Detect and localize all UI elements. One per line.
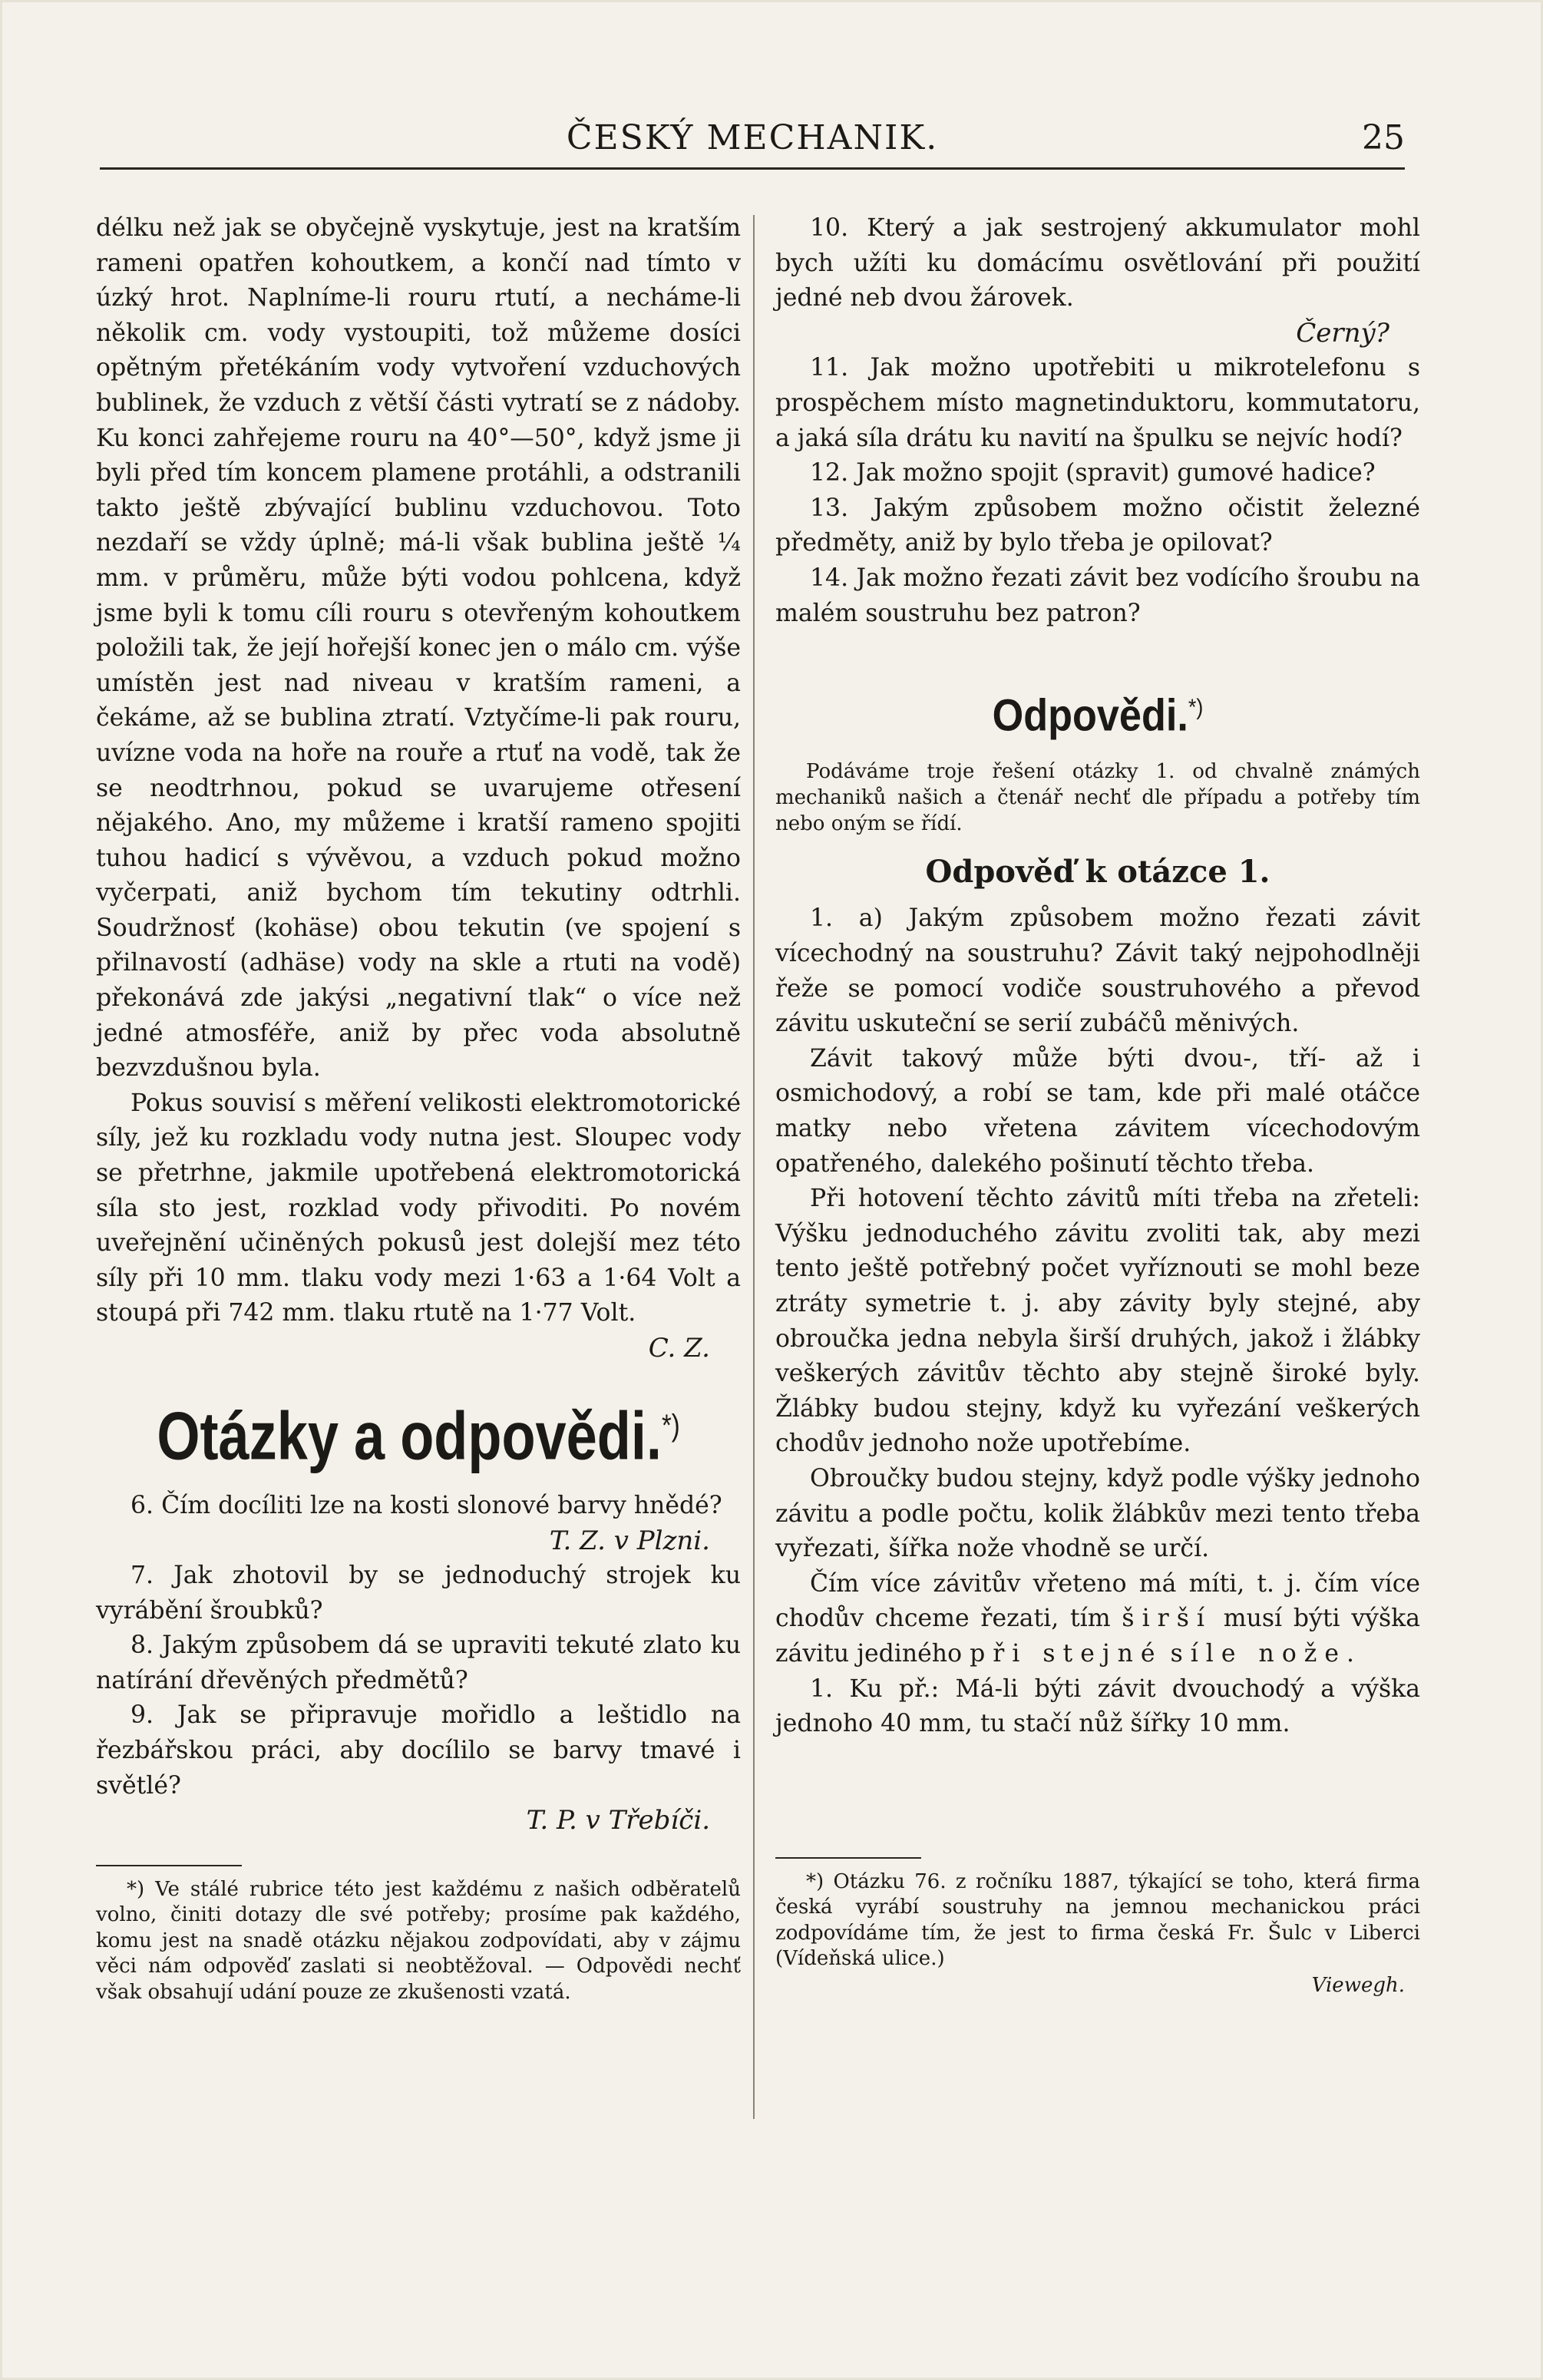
question-text: 8. Jakým způsobem dá se upraviti tekuté zlato ku natírání dřevěných předmětů? [96, 1631, 741, 1694]
page-header [100, 115, 1405, 169]
answer-paragraph [775, 1567, 1420, 1672]
header-rule [100, 167, 1405, 170]
question-text: 7. Jak zhotovil by se jednoduchý strojek ku vyrábění šroubků? [96, 1562, 741, 1625]
answer-emphasis: při stejné [970, 1639, 1163, 1668]
answers-title-text: Odpovědi. [992, 690, 1188, 741]
answer-heading: Odpověď k otázce 1. [925, 854, 1270, 891]
answer-paragraph: Při hotovení těchto závitů míti třeba na zřeteli: Výšku jednoduchého závitu zvoliti tak, aby mezi tento ještě potřebný počet vyříznouti se mohl beze ztráty symetrie t. j. aby závity byly stejné, aby obroučka jedna nebyla širší druhých, jakož i žlábky veškerých závitův těchto aby stejně široké byly. Žlábky budou stejny, když ku vyřezání veškerých chodův jednoho nože upotřebíme. [775, 1185, 1420, 1458]
question-text: 10. Který a jak sestrojený akkumulator mohl bych užíti ku domácímu osvětlování při použití jedné neb dvou žárovek. [775, 214, 1420, 312]
left-column [96, 211, 741, 2005]
article-paragraph: Pokus souvisí s měření velikosti elektromotorické síly, jež ku rozkladu vody nutna jest. Sloupec vody se přetrhne, jakmile upotřebená elektromotorická síla sto jest, rozklad vody přivoditi. Po novém uveřejnění učiněných pokusů jest dolejší mez této síly při 10 mm. tlaku vody mezi 1·63 a 1·64 Volt a stoupá při 742 mm. tlaku rtutě na 1·77 Volt. [96, 1089, 741, 1327]
footnote-rule [96, 1865, 242, 1866]
right-column [775, 211, 1420, 1998]
question-text: 6. Čím docíliti lze na kosti slonové barvy hnědé? [131, 1491, 722, 1519]
answer-emphasis: širší [1122, 1605, 1212, 1633]
article-paragraph: délku než jak se obyčejně vyskytuje, jest na kratším rameni opatřen kohoutkem, a končí nad tímto v úzký hrot. Naplníme-li rouru rtutí, a necháme-li několik cm. vody vystoupiti, tož můžeme dosíci opětným přetékáním vody vytvoření vzduchových bublinek, že vzduch z větší části vytratí se z nádoby. Ku konci zahřejeme rouru na 40°—50°, když jsme ji byli před tím koncem plamene protáhli, a odstranili takto ještě zbývající bublinu vzduchovou. Toto nezdaří se vždy úplně; má-li však bublina ještě ¼ mm. v průměru, může býti vodou pohlcena, když jsme byli k tomu cíli rouru s otevřeným kohoutkem položili tak, že její hořejší konec jen o málo cm. výše umístěn jest nad niveau v kratším rameni, a čekáme, až se bublina ztratí. Vztyčíme-li pak rouru, uvízne voda na hoře na rouře a rtuť na vodě, tak že se neodtrhnou, pokud se uvarujeme otřesení nějakého. Ano, my můžeme i kratší rameno spojiti tuhou hadicí s vývěvou, a vzduch pokud možno vyčerpati, aniž bychom tím tekutiny odtrhli. Soudržnosť (kohäse) obou tekutin (ve spojení s přilnavostí (adhäse) vody na skle a rtuti na vodě) překonává zde jakýsi „negativní tlak“ o více než jedné atmosféře, aniž by přec voda absolutně bezvzdušnou byla. [96, 214, 741, 1083]
answers-title-mark: *) [1188, 695, 1204, 721]
answer-paragraph: Obroučky budou stejny, když podle výšky jednoho závitu a podle počtu, kolik žlábkův mezi tento třeba vyřezati, šířka nože vhodně se určí. [775, 1464, 1420, 1563]
question-item [96, 1628, 741, 1698]
page-number: 25 [1362, 118, 1405, 157]
section-title-text: Otázky a odpovědi. [157, 1397, 662, 1473]
footnote: *) Ve stálé rubrice této jest každému z našich odběratelů volno, činiti dotazy dle své potřeby; prosíme pak každého, komu jest na snadě otázku nějakou zodpovídati, aby v zájmu věci nám odpověď zaslati si neobtěžoval. — Odpovědi nechť však obsahují udání pouze ze zkušenosti vzatá. [96, 1877, 741, 2004]
answers-title [808, 677, 1388, 746]
answer-emphasis: síle nože. [1170, 1639, 1363, 1668]
answer-paragraph: Závit takový může býti dvou-, tří- až i osmichodový, a robí se tam, kde při malé otáčce matky nebo vřetena závitem vícechodovým opatřeného, dalekého pošinutí těchto třeba. [775, 1044, 1420, 1178]
question-author: T. P. v Třebíči. [526, 1805, 710, 1836]
question-text: 14. Jak možno řezati závit bez vodícího šroubu na malém soustruhu bez patron? [775, 564, 1420, 627]
column-divider [753, 215, 755, 2119]
question-author: T. Z. v Plzni. [549, 1525, 710, 1556]
footnote-signature: Viewegh. [1311, 1973, 1405, 1997]
question-item [96, 1489, 741, 1559]
question-text: 13. Jakým způsobem možno očistit železné předměty, aniž by bylo třeba je opilovat? [775, 494, 1420, 557]
answer-text: musí býti výška závitu jediného [775, 1605, 1421, 1668]
question-text: 9. Jak se připravuje mořidlo a leštidlo na řezbářskou práci, aby docílilo se barvy tmavé i světlé? [96, 1701, 741, 1800]
footnote: *) Otázku 76. z ročníku 1887, týkající se toho, která firma česká vyrábí soustruhy na jemnou mechanickou práci zodpovídáme tím, že jest to firma česká Fr. Šulc v Liberci (Vídeňská ulice.) [775, 1869, 1420, 1971]
question-item [96, 1559, 741, 1628]
answer-text: Čím více závitův vřeteno má míti, t. j. čím více chodův chceme řezati, tím [775, 1569, 1420, 1633]
answer-paragraph: 1. Ku př.: Má-li býti závit dvouchodý a výška jednoho 40 mm, tu stačí nůž šířky 10 mm. [775, 1674, 1420, 1738]
answers-intro: Podáváme troje řešení otázky 1. od chvalně známých mechaniků našich a čtenář nechť dle případu a potřeby tím nebo oným se řídí. [775, 760, 1420, 836]
question-author: Černý? [1296, 317, 1389, 349]
answer-paragraph: 1. a) Jakým způsobem možno řezati závit vícechodný na soustruhu? Závit taký nejpohodlněji řeže se pomocí vodiče soustruhového a převod závitu uskuteční se serií zubáčů měnivých. [775, 904, 1420, 1038]
section-title [154, 1383, 683, 1478]
question-text: 11. Jak možno upotřebiti u mikrotelefonu s prospěchem místo magnetinduktoru, kommutatoru, a jaká síla drátu ku navití na špulku se nejvíc hodí? [775, 354, 1420, 452]
question-text: 12. Jak možno spojit (spravit) gumové hadice? [810, 459, 1376, 488]
question-item [96, 1698, 741, 1838]
journal-title: ČESKÝ MECHANIK. [566, 118, 939, 157]
article-signature: C. Z. [648, 1333, 710, 1364]
question-item [775, 211, 1420, 351]
section-title-mark: *) [661, 1408, 680, 1443]
footnote-rule [775, 1857, 921, 1859]
